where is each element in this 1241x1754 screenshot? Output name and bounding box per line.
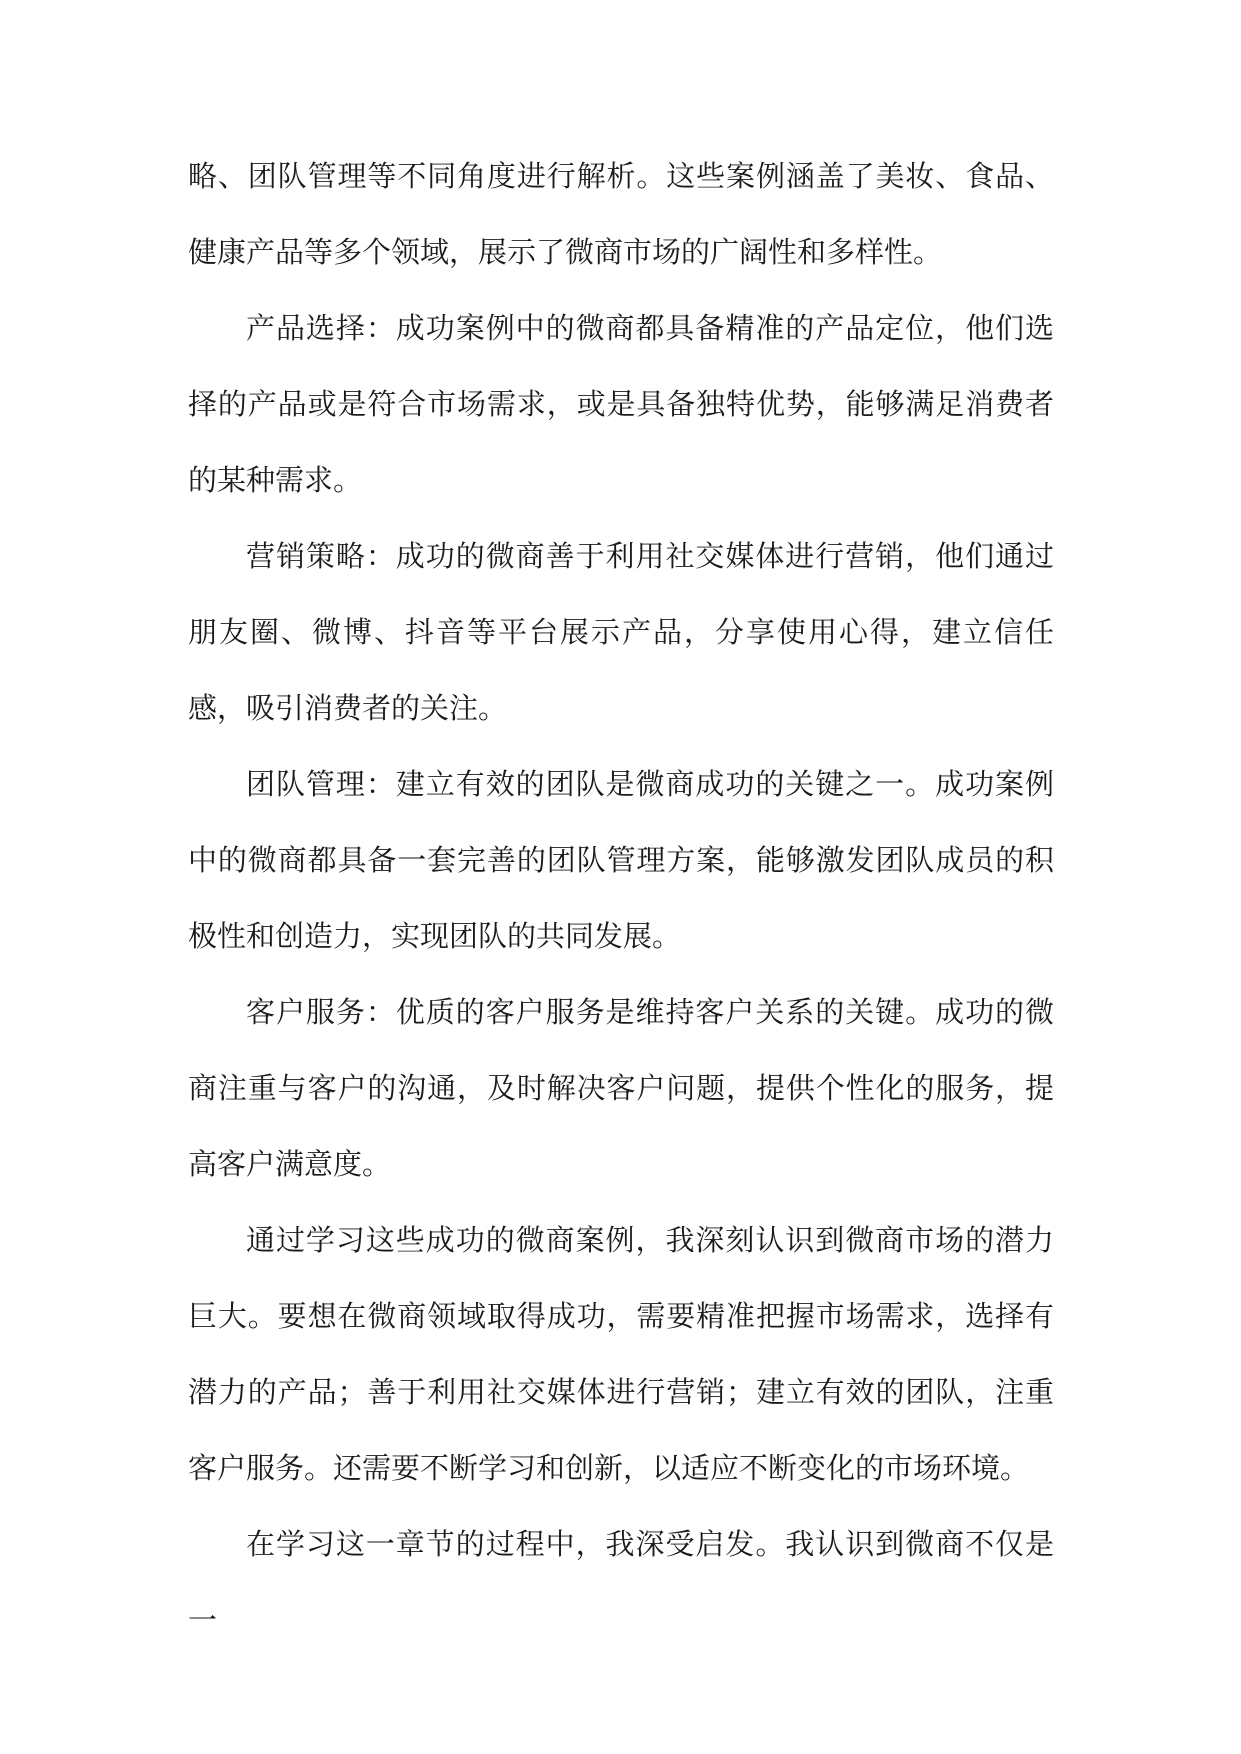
paragraph-6: 通过学习这些成功的微商案例，我深刻认识到微商市场的潜力巨大。要想在微商领域取得成功，需要精准把握市场需求，选择有潜力的产品；善于利用社交媒体进行营销；建立有效的团队，注重客户服务。还需要不断学习和创新，以适应不断变化的市场环境。 — [188, 1223, 1054, 1485]
paragraph-1: 略、团队管理等不同角度进行解析。这些案例涵盖了美妆、食品、健康产品等多个领域，展示了微商市场的广阔性和多样性。 — [188, 159, 1054, 269]
paragraph-7: 在学习这一章节的过程中，我深受启发。我认识到微商不仅是一 — [188, 1527, 1054, 1637]
paragraph-4: 团队管理：建立有效的团队是微商成功的关键之一。成功案例中的微商都具备一套完善的团队管理方案，能够激发团队成员的积极性和创造力，实现团队的共同发展。 — [188, 767, 1054, 953]
paragraph-3: 营销策略：成功的微商善于利用社交媒体进行营销，他们通过朋友圈、微博、抖音等平台展示产品，分享使用心得，建立信任感，吸引消费者的关注。 — [188, 539, 1054, 725]
paragraph-5: 客户服务：优质的客户服务是维持客户关系的关键。成功的微商注重与客户的沟通，及时解决客户问题，提供个性化的服务，提高客户满意度。 — [188, 995, 1054, 1181]
paragraph-2: 产品选择：成功案例中的微商都具备精准的产品定位，他们选择的产品或是符合市场需求，或是具备独特优势，能够满足消费者的某种需求。 — [188, 311, 1054, 497]
body-text — [188, 138, 1054, 1658]
